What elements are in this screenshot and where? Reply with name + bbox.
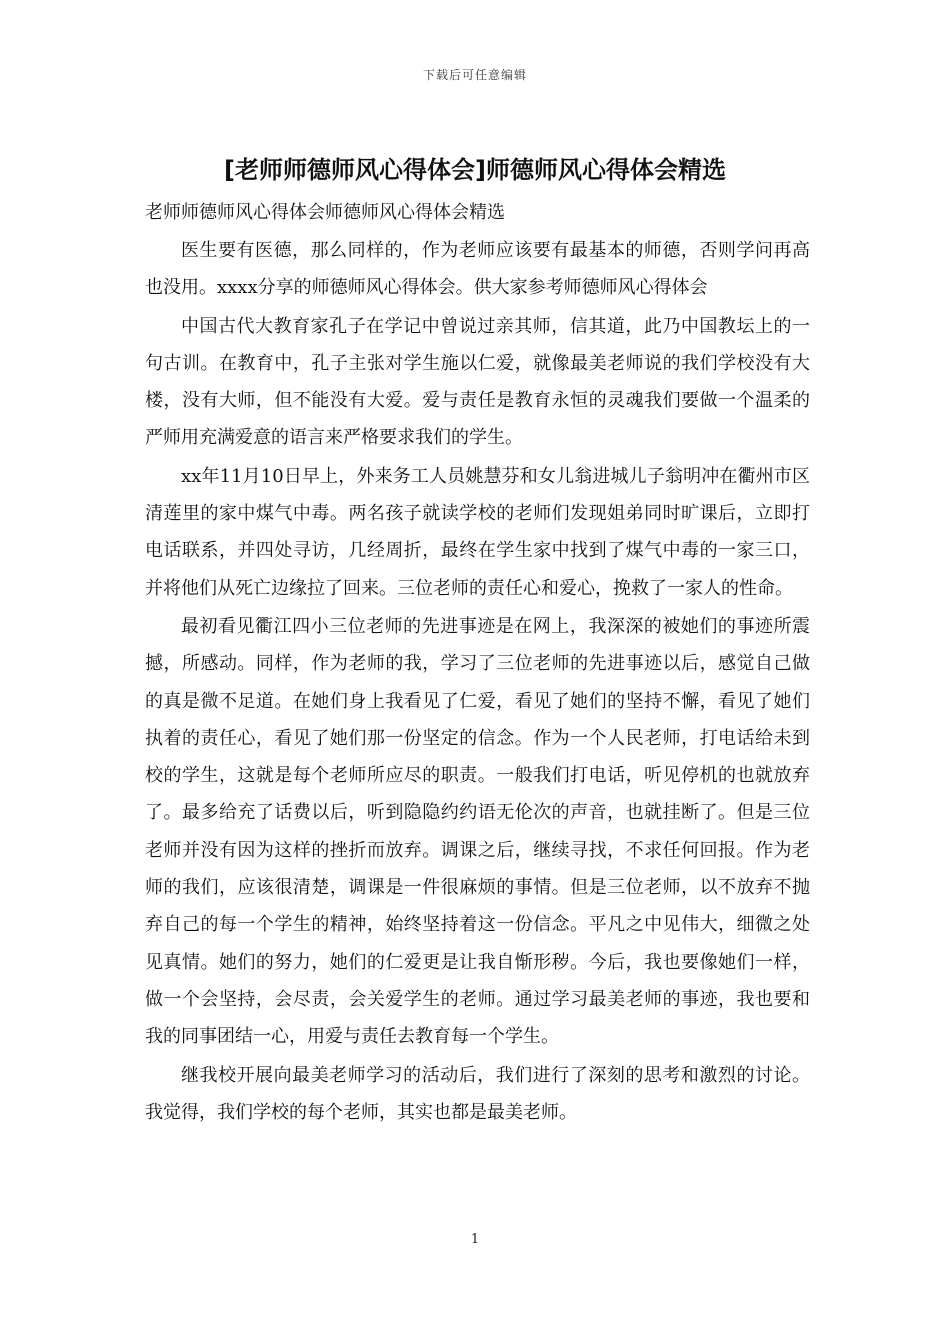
document-body bbox=[145, 197, 810, 1132]
paragraph-2: 中国古代大教育家孔子在学记中曾说过亲其师，信其道，此乃中国教坛上的一句古训。在教育中，孔子主张对学生施以仁爱，就像最美老师说的我们学校没有大楼，没有大师，但不能没有大爱。爱与责任是教育永恒的灵魂我们要做一个温柔的严师用充满爱意的语言来严格要求我们的学生。 bbox=[145, 315, 810, 449]
paragraph-5: 继我校开展向最美老师学习的活动后，我们进行了深刻的思考和激烈的讨论。我觉得，我们学校的每个老师，其实也都是最美老师。 bbox=[145, 1064, 810, 1123]
paragraph-1: 医生要有医德，那么同样的，作为老师应该要有最基本的师德，否则学问再高也没用。xxxx分享的师德师风心得体会。供大家参考师德师风心得体会 bbox=[145, 240, 810, 299]
document-subtitle: 老师师德师风心得体会师德师风心得体会精选 bbox=[145, 202, 505, 223]
paragraph-3: xx年11月10日早上，外来务工人员姚慧芬和女儿翁进城儿子翁明冲在衢州市区清莲里的家中煤气中毒。两名孩子就读学校的老师们发现姐弟同时旷课后，立即打电话联系，并四处寻访，几经周折，最终在学生家中找到了煤气中毒的一家三口，并将他们从死亡边缘拉了回来。三位老师的责任心和爱心，挽救了一家人的性命。 bbox=[145, 465, 810, 599]
document-title: [老师师德师风心得体会]师德师风心得体会精选 bbox=[224, 156, 726, 184]
page-header-note: 下载后可任意编辑 bbox=[422, 68, 527, 82]
paragraph-4: 最初看见衢江四小三位老师的先进事迹是在网上，我深深的被她们的事迹所震撼，所感动。同样，作为老师的我，学习了三位老师的先进事迹以后，感觉自己做的真是微不足道。在她们身上我看见了仁爱，看见了她们的坚持不懈，看见了她们执着的责任心，看见了她们那一份坚定的信念。作为一个人民老师，打电话给未到校的学生，这就是每个老师所应尽的职责。一般我们打电话，听见停机的也就放弃了。最多给充了话费以后，听到隐隐约约语无伦次的声音，也就挂断了。但是三位老师并没有因为这样的挫折而放弃。调课之后，继续寻找，不求任何回报。作为老师的我们，应该很清楚，调课是一件很麻烦的事情。但是三位老师，以不放弃不抛弃自己的每一个学生的精神，始终坚持着这一份信念。平凡之中见伟大，细微之处见真情。她们的努力，她们的仁爱更是让我自惭形秽。今后，我也要像她们一样，做一个会坚持，会尽责，会关爱学生的老师。通过学习最美老师的事迹，我也要和我的同事团结一心，用爱与责任去教育每一个学生。 bbox=[145, 615, 810, 1048]
page-number: 1 bbox=[470, 1232, 480, 1247]
